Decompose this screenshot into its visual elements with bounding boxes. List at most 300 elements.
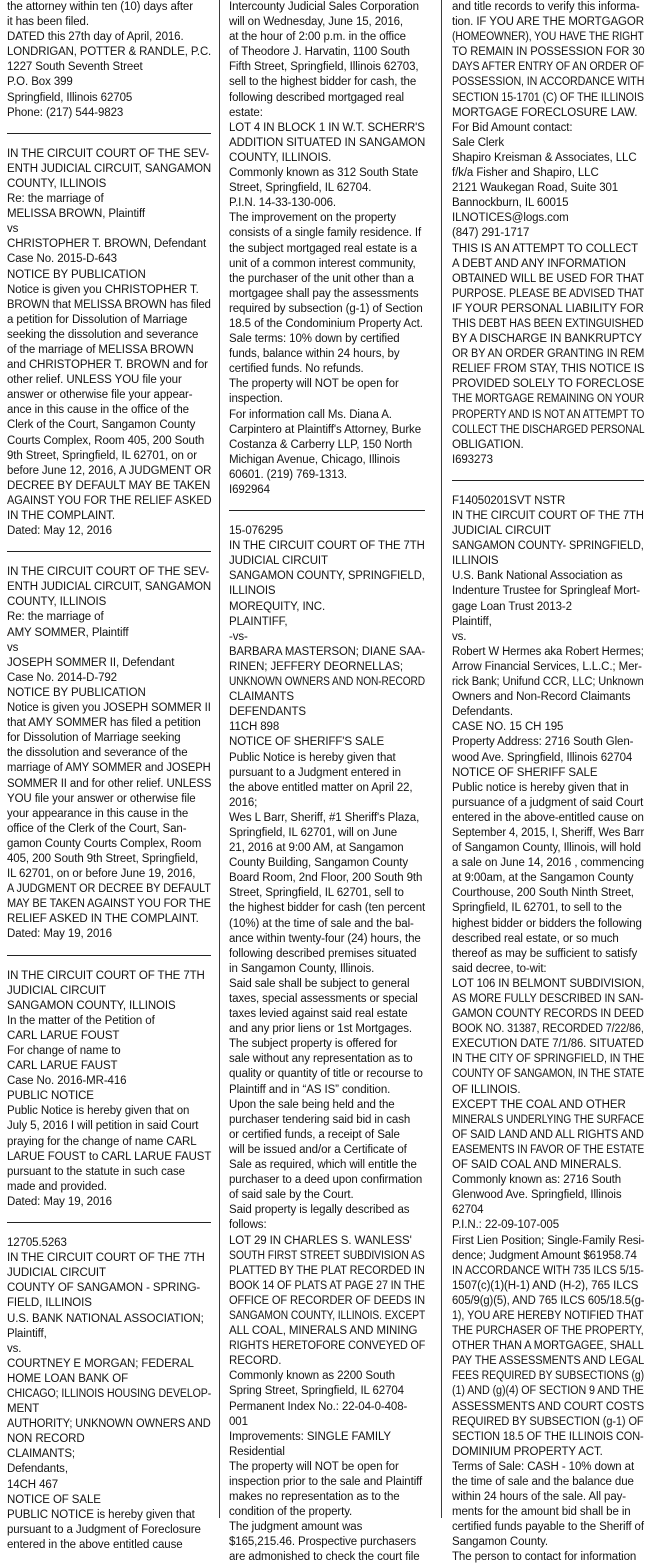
notice-line: Clerk of the Court, Sangamon County	[7, 419, 196, 432]
notice-line: THE MORTGAGE REMAINING ON YOUR	[452, 393, 645, 406]
notice-line: LONDRIGAN, POTTER & RANDLE, P.C.	[7, 46, 212, 59]
notice-line: For Bid Amount contact:	[452, 121, 573, 134]
notice-line: NOTICE BY PUBLICATION	[7, 268, 146, 281]
notice-line: Re: the marriage of	[7, 193, 104, 206]
notice-line: Carpintero at Plaintiff's Attorney, Burke	[229, 423, 421, 436]
notice-line: Street, Springfield, IL 62704.	[229, 182, 372, 195]
notice-line: COUNTY, ILLINOIS	[7, 177, 107, 190]
notice-line: the subject mortgaged real estate is a	[229, 242, 417, 255]
notice-separator	[452, 480, 644, 481]
notice-line: pursuance of a judgment of said Court	[452, 796, 644, 809]
notice-line: MENT	[7, 1403, 40, 1416]
notice-line: COLLECT THE DISCHARGED PERSONAL	[452, 423, 645, 436]
notice-line: THIS DEBT HAS BEEN EXTINGUISHED	[452, 317, 644, 330]
notice-line: 18.5 of the Condominium Property Act.	[229, 317, 423, 330]
notice-line: Street, Springfield, IL 62701, sell to	[229, 887, 404, 900]
notice-line: 001	[229, 1415, 248, 1428]
notice-line: For change of name to	[7, 1045, 121, 1057]
notice-line: answer or otherwise file your appear-	[7, 389, 193, 402]
notice-line: thereof as may be sufficient to satisfy	[452, 947, 638, 960]
notice-line: before June 12, 2016, A JUDGMENT OR	[7, 464, 212, 477]
notice-line: BOOK 14 OF PLATS AT PAGE 27 IN THE	[229, 1279, 425, 1292]
notice-line: County Building, Sangamon County	[229, 857, 408, 870]
notice-line: Sale Clerk	[452, 136, 505, 149]
notice-line: OFFICE OF RECORDER OF DEEDS IN	[229, 1294, 426, 1307]
notice-line: of the marriage of MELISSA BROWN	[7, 343, 194, 356]
notice-line: The property will NOT be open for	[229, 378, 399, 391]
notice-line: JUDICIAL CIRCUIT	[7, 1267, 106, 1280]
notice-line: The property will NOT be open for	[229, 1460, 399, 1473]
notice-line: Shapiro Kreisman & Associates, LLC	[452, 151, 637, 164]
notice-line: ILLINOIS	[452, 555, 499, 568]
notice-line: Costanza & Carberry LLP, 150 North	[229, 438, 413, 451]
notice-line: Sangamon County.	[452, 1536, 548, 1549]
notice-line: Case No. 2015-D-643	[7, 253, 117, 266]
notice-line: AUTHORITY; UNKNOWN OWNERS AND	[7, 1418, 211, 1431]
notice-line: A DEBT AND ANY INFORMATION	[452, 257, 626, 270]
notice-line: OF ILLINOIS.	[452, 1083, 521, 1096]
notice-line: Case No. 2014-D-792	[7, 671, 117, 684]
notice-line: (847) 291-1717	[452, 227, 530, 240]
notice-line: P.I.N.: 22-09-107-005	[452, 1219, 560, 1232]
notice-line: PROPERTY AND IS NOT AN ATTEMPT TO	[452, 408, 645, 421]
notice-line: FEES REQUIRED BY SUBSECTIONS (g)	[452, 1370, 645, 1383]
notice-line: pursuant to a Judgment entered in	[229, 766, 401, 779]
notice-line: CLAIMANTS;	[7, 1448, 76, 1461]
notice-line: JUDICIAL CIRCUIT	[229, 555, 328, 568]
notice-line: NOTICE OF SHERIFF SALE	[452, 766, 598, 779]
notice-line: TO REMAIN IN POSSESSION FOR 30	[452, 46, 645, 59]
notice-line: praying for the change of name CARL	[7, 1135, 197, 1148]
notice-line: Property Address: 2716 South Glen-	[452, 736, 634, 749]
notice-line: the purchaser of the unit other than a	[229, 272, 414, 285]
notice-line: ENTH JUDICIAL CIRCUIT, SANGAMON	[7, 581, 212, 594]
notice-line: described real estate, or so much	[452, 932, 619, 945]
notice-line: Springfield, IL 62701, to sell to the	[452, 902, 622, 915]
notice-line: ance within twenty-four (24) hours, the	[229, 932, 421, 945]
notice-line: (10%) at the time of sale and the bal-	[229, 917, 414, 930]
notice-line: your appearance in this cause in the	[7, 807, 189, 820]
notice-line: for Dissolution of Marriage seeking	[7, 732, 181, 745]
notice-line: office of the Clerk of the Court, San-	[7, 822, 187, 835]
notice-line: Permanent Index No.: 22-04-0-408-	[229, 1400, 408, 1413]
notice-line: OR BY AN ORDER GRANTING IN REM	[452, 348, 645, 361]
notice-line: GAMON COUNTY RECORDS IN DEED	[452, 1008, 644, 1021]
notice-line: AS MORE FULLY DESCRIBED IN SAN-	[452, 993, 644, 1005]
notice-line: 11CH 898	[229, 721, 280, 734]
notice-line: Dated: May 12, 2016	[7, 525, 112, 538]
column-2	[229, 0, 426, 1564]
notice-line: within 24 hours of the sale. All pay-	[452, 1491, 627, 1504]
notice-line: YOU file your answer or otherwise file	[7, 792, 196, 805]
column-divider-1	[219, 0, 220, 1518]
notice-line: IF YOUR PERSONAL LIABILITY FOR	[452, 302, 644, 315]
notice-line: LOT 106 IN BELMONT SUBDIVISION,	[452, 977, 645, 990]
notice-line: -vs-	[229, 630, 248, 643]
notice-line: EASEMENTS IN FAVOR OF THE ESTATE	[452, 1143, 645, 1156]
notice-line: Sale terms: 10% down by certified	[229, 333, 400, 346]
notice-line: and CHRISTOPHER T. BROWN and for	[7, 359, 208, 372]
notice-line: Intercounty Judicial Sales Corporation	[229, 1, 419, 13]
notice-line: Plaintiff and in “AS IS” condition.	[229, 1083, 391, 1096]
notice-line: NOTICE OF SALE	[7, 1493, 101, 1506]
notice-line: ILNOTICES@logs.com	[452, 212, 569, 225]
notice-line: RELIEF FROM STAY, THIS NOTICE IS	[452, 363, 645, 376]
notice-line: BARBARA MASTERSON; DIANE SAA-	[229, 645, 426, 658]
notice-line: ments for the amount bid shall be in	[452, 1506, 631, 1519]
notice-line: PURPOSE. PLEASE BE ADVISED THAT	[452, 287, 645, 300]
notice-line: following described mortgaged real	[229, 91, 404, 104]
notice-line: Courts Complex, Room 405, 200 South	[7, 434, 205, 447]
notice-line: THIS IS AN ATTEMPT TO COLLECT	[452, 242, 639, 255]
notice-line: DAYS AFTER ENTRY OF AN ORDER OF	[452, 61, 644, 74]
notice-line: funds, balance within 24 hours, by	[229, 348, 400, 361]
notice-line: Terms of Sale: CASH - 10% down at	[452, 1460, 635, 1473]
notice-line: 15-076295	[229, 525, 284, 538]
notice-line: FIELD, ILLINOIS	[7, 1297, 92, 1310]
notice-line: consists of a single family residence. If	[229, 227, 422, 240]
notice-line: taxes levied against said real estate	[229, 1008, 408, 1021]
notice-line: ance in this cause in the office of the	[7, 404, 189, 417]
notice-line: (1) AND (g)(4) OF SECTION 9 AND THE	[452, 1385, 644, 1398]
notice-line: For information call Ms. Diana A.	[229, 408, 392, 421]
notice-line: vs.	[452, 630, 467, 643]
notice-line: RIGHTS HERETOFORE CONVEYED OF	[229, 1340, 426, 1353]
notice-line: (HOMEOWNER), YOU HAVE THE RIGHT	[452, 31, 644, 44]
notice-line: OBTAINED WILL BE USED FOR THAT	[452, 272, 644, 285]
notice-line: PUBLIC NOTICE is hereby given that	[7, 1508, 195, 1521]
notice-line: JOSEPH SOMMER II, Defendant	[7, 656, 175, 669]
notice-line: 605/9(g)(5), AND 765 ILCS 605/18.5(g-	[452, 1294, 645, 1307]
notice-line: NOTICE BY PUBLICATION	[7, 686, 146, 699]
notice-line: the highest bidder for cash (ten percent	[229, 902, 426, 915]
notice-line: RELIEF ASKED IN THE COMPLAINT.	[7, 913, 199, 926]
notice-line: mortgagee shall pay the assessments	[229, 287, 419, 300]
notice-line: Notice is given you JOSEPH SOMMER II	[7, 702, 211, 715]
notice-line: of Sangamon County, Illinois, will hold	[452, 842, 641, 855]
notice-line: follows:	[229, 1219, 267, 1232]
notice-line: Indenture Trustee for Springleaf Mort-	[452, 585, 640, 598]
notice-line: purchaser to a deed upon confirmation	[229, 1174, 423, 1187]
legal-notice	[452, 494, 644, 1566]
notice-line: a sale on June 14, 2016 , commencing	[452, 857, 645, 870]
notice-line: estate:	[229, 106, 263, 119]
notice-line: 1), YOU ARE HEREBY NOTIFIED THAT	[452, 1309, 644, 1322]
notice-line: 14CH 467	[7, 1478, 58, 1491]
notice-line: July 5, 2016 I will petition in said Court	[7, 1120, 199, 1133]
notice-line: UNKNOWN OWNERS AND NON-RECORD	[229, 676, 426, 689]
notice-line: I693273	[452, 453, 493, 466]
notice-line: vs	[7, 641, 19, 654]
notice-line: of Theodore J. Harvatin, 1100 South	[229, 46, 410, 59]
notice-line: Courthouse, 200 South Ninth Street,	[452, 887, 634, 900]
notice-line: certified funds payable to the Sheriff of	[452, 1521, 644, 1534]
notice-line: pursuant to the statute in such case	[7, 1165, 185, 1178]
notice-line: MELISSA BROWN, Plaintiff	[7, 208, 145, 221]
notice-line: MOREQUITY, INC.	[229, 600, 326, 613]
notice-line: 9th Street, Springfield, IL 62701, on or	[7, 449, 197, 462]
notice-separator	[7, 1222, 211, 1223]
notice-line: inspection prior to the sale and Plaintiff	[229, 1476, 423, 1488]
notice-line: SANGAMON COUNTY, ILLINOIS	[7, 999, 176, 1012]
notice-line: Defendants.	[452, 706, 513, 719]
notice-line: OBLIGATION.	[452, 438, 524, 451]
column-divider-2	[441, 0, 442, 1518]
notice-line: NON RECORD	[7, 1433, 85, 1446]
notice-line: IN THE CITY OF SPRINGFIELD, IN THE	[452, 1053, 645, 1066]
notice-line: CHICAGO; ILLINOIS HOUSING DEVELOP-	[7, 1387, 212, 1400]
notice-line: COUNTY OF SANGAMON - SPRING-	[7, 1282, 201, 1295]
notice-line: at the hour of 2:00 p.m. in the office	[229, 31, 406, 44]
notice-line: certified funds. No refunds.	[229, 363, 364, 376]
notice-line: PUBLIC NOTICE	[7, 1090, 94, 1103]
notice-line: NOTICE OF SHERIFF'S SALE	[229, 736, 385, 749]
notice-line: The improvement on the property	[229, 212, 396, 225]
notice-line: JUDICIAL CIRCUIT	[452, 525, 551, 538]
notice-separator	[229, 510, 425, 511]
notice-line: OF SAID LAND AND ALL RIGHTS AND	[452, 1128, 644, 1141]
notice-line: F14050201SVT NSTR	[452, 494, 566, 507]
notice-line: in Sangamon County, Illinois.	[229, 962, 375, 975]
notice-line: MINERALS UNDERLYING THE SURFACE	[452, 1113, 644, 1126]
notice-line: f/k/a Fisher and Shapiro, LLC	[452, 167, 599, 180]
notice-line: the attorney within ten (10) days after	[7, 1, 193, 13]
notice-line: it has been filed.	[7, 16, 89, 29]
notice-line: IN THE CIRCUIT COURT OF THE SEV-	[7, 147, 210, 160]
legal-notice	[229, 0, 425, 498]
notice-line: IL 62701, on or before June 19, 2016,	[7, 868, 196, 881]
notice-line: IN THE CIRCUIT COURT OF THE 7TH	[7, 1252, 205, 1265]
notice-line: P.O. Box 399	[7, 76, 73, 89]
notice-line: POSSESSION, IN ACCORDANCE WITH	[452, 76, 645, 89]
notice-line: PLATTED BY THE PLAT RECORDED IN	[229, 1264, 425, 1277]
notice-line: will on Wednesday, June 15, 2016,	[229, 16, 404, 29]
notice-line: Phone: (217) 544-9823	[7, 106, 124, 119]
notice-line: Springfield, Illinois 62705	[7, 91, 133, 104]
notice-line: 21, 2016 at 9:00 AM, at Sangamon	[229, 842, 404, 855]
notice-line: Michigan Avenue, Chicago, Illinois	[229, 453, 400, 466]
notice-line: CASE NO. 15 CH 195	[452, 721, 564, 734]
notice-line: the time of sale and the balance due	[452, 1476, 634, 1488]
notice-separator	[7, 955, 211, 956]
notice-line: LOT 4 IN BLOCK 1 IN W.T. SCHERR'S	[229, 121, 425, 134]
notice-line: IN ACCORDANCE WITH 735 ILCS 5/15-	[452, 1264, 644, 1277]
notice-line: BROWN that MELISSA BROWN has filed	[7, 298, 211, 311]
notice-line: Public Notice is hereby given that on	[7, 1105, 190, 1118]
notice-line: SANGAMON COUNTY- SPRINGFIELD,	[452, 540, 644, 553]
notice-line: BOOK NO. 31387, RECORDED 7/22/86,	[452, 1023, 644, 1036]
notice-line: Defendants,	[7, 1463, 68, 1476]
notice-line: DECREE BY DEFAULT MAY BE TAKEN	[7, 479, 211, 492]
notice-line: September 4, 2015, I, Sheriff, Wes Barr	[452, 826, 645, 839]
notice-line: other relief. UNLESS YOU file your	[7, 374, 182, 387]
notice-line: Said property is legally described as	[229, 1204, 410, 1217]
notice-line: PROVIDED SOLELY TO FORECLOSE	[452, 378, 645, 391]
notice-line: I692964	[229, 484, 270, 496]
notice-line: SOUTH FIRST STREET SUBDIVISION AS	[229, 1249, 425, 1262]
notice-line: Case No. 2016-MR-416	[7, 1075, 127, 1088]
notice-line: condition of the property.	[229, 1506, 353, 1519]
notice-line: IN THE CIRCUIT COURT OF THE SEV-	[7, 566, 210, 579]
notice-line: IN THE CIRCUIT COURT OF THE 7TH	[7, 969, 205, 982]
notice-separator	[7, 133, 211, 134]
notice-line: OTHER THAN A MORTGAGEE, SHALL	[452, 1340, 644, 1353]
notice-line: THE PURCHASER OF THE PROPERTY,	[452, 1325, 644, 1338]
column-3	[452, 0, 645, 1564]
notice-line: makes no representation as to the	[229, 1491, 400, 1504]
notice-line: entered in the above-entitled cause on	[452, 811, 644, 824]
notice-line: LARUE FOUST to CARL LARUE FAUST	[7, 1150, 212, 1163]
notice-line: P.I.N. 14-33-130-006.	[229, 197, 337, 210]
notice-line: pursuant to a Judgment of Foreclosure	[7, 1523, 201, 1536]
notice-line: MAY BE TAKEN AGAINST YOU FOR THE	[7, 898, 211, 911]
notice-line: the dissolution and severance of the	[7, 747, 188, 760]
notice-line: Wes L Barr, Sheriff, #1 Sheriff's Plaza,	[229, 811, 420, 824]
notice-line: SECTION 18.5 OF THE ILLINOIS CON-	[452, 1430, 644, 1443]
notice-line: ASSESSMENTS AND COURT COSTS	[452, 1400, 644, 1413]
notice-line: Improvements: SINGLE FAMILY	[229, 1430, 391, 1443]
notice-line: AMY SOMMER, Plaintiff	[7, 626, 129, 639]
notice-line: First Lien Position; Single-Family Resi-	[452, 1234, 645, 1247]
notice-line: Notice is given you CHRISTOPHER T.	[7, 283, 199, 296]
legal-notice	[7, 147, 211, 539]
notice-line: a petition for Dissolution of Marriage	[7, 313, 188, 326]
notice-line: that AMY SOMMER has filed a petition	[7, 717, 201, 730]
notice-line: OF SAID COAL AND MINERALS.	[452, 1159, 622, 1172]
notice-line: U.S. BANK NATIONAL ASSOCIATION;	[7, 1312, 204, 1325]
notice-line: marriage of AMY SOMMER and JOSEPH	[7, 762, 211, 775]
notice-line: Commonly known as 312 South State	[229, 167, 419, 180]
notice-line: Bannockburn, IL 60015	[452, 197, 569, 210]
notice-line: 62704	[452, 1204, 484, 1217]
notice-line: quality or quantity of title or recourse to	[229, 1068, 423, 1081]
notice-line: Spring Street, Springfield, IL 62704	[229, 1385, 404, 1398]
notice-line: DATED this 27th day of April, 2016.	[7, 31, 184, 44]
notice-line: U.S. Bank National Association as	[452, 570, 623, 583]
notice-line: at 9:00am, at the Sangamon County	[452, 872, 634, 885]
notice-line: The judgment amount was	[229, 1521, 363, 1534]
notice-line: DEFENDANTS	[229, 706, 306, 719]
notice-line: In the matter of the Petition of	[7, 1014, 155, 1027]
notice-line: AGAINST YOU FOR THE RELIEF ASKED	[7, 494, 212, 507]
notice-line: DOMINIUM PROPERTY ACT.	[452, 1445, 603, 1458]
legal-notice	[7, 0, 211, 121]
notice-line: gage Loan Trust 2013-2	[452, 600, 572, 613]
notice-line: dence; Judgment Amount $61958.74	[452, 1249, 637, 1262]
notice-line: vs	[7, 223, 19, 236]
notice-line: following described premises situated	[229, 947, 417, 960]
notice-line: The subject property is offered for	[229, 1038, 398, 1051]
notice-line: entered in the above entitled cause	[7, 1538, 183, 1551]
notice-line: required by subsection (g-1) of Section	[229, 302, 423, 315]
column-1	[7, 0, 212, 1551]
notice-line: and any prior liens or 1st Mortgages.	[229, 1023, 412, 1036]
notice-line: EXECUTION DATE 7/1/86. SITUATED	[452, 1038, 644, 1051]
notice-line: SANGAMON COUNTY, ILLINOIS. EXCEPT	[229, 1309, 426, 1322]
notice-line: ENTH JUDICIAL CIRCUIT, SANGAMON	[7, 162, 212, 175]
notice-line: are admonished to check the court file	[229, 1551, 420, 1564]
notice-line: said decree, to-wit:	[452, 962, 547, 975]
notice-line: JUDICIAL CIRCUIT	[7, 984, 106, 997]
notice-line: taxes, special assessments or special	[229, 993, 418, 1005]
notice-line: unit of a common interest community,	[229, 257, 416, 270]
notice-line: Dated: May 19, 2016	[7, 1195, 112, 1208]
notice-line: Said sale shall be subject to general	[229, 977, 410, 990]
notice-line: COURTNEY E MORGAN; FEDERAL	[7, 1357, 194, 1370]
notice-line: ALL COAL, MINERALS AND MINING	[229, 1325, 418, 1338]
notice-line: IN THE COMPLAINT.	[7, 510, 115, 522]
notice-line: CARL LARUE FOUST	[7, 1029, 120, 1042]
notice-line: Re: the marriage of	[7, 611, 104, 624]
notice-line: RINEN; JEFFERY DEORNELLAS;	[229, 660, 403, 673]
legal-notice	[452, 0, 644, 468]
notice-line: Fifth Street, Springfield, Illinois 62703,	[229, 61, 419, 74]
notice-line: CLAIMANTS	[229, 691, 294, 704]
notice-line: 60601. (219) 769-1313.	[229, 468, 348, 481]
notice-line: MORTGAGE FORECLOSURE LAW.	[452, 106, 638, 119]
notice-line: sale without any representation as to	[229, 1053, 413, 1066]
notice-line: BY A DISCHARGE IN BANKRUPTCY	[452, 333, 642, 346]
notice-line: SECTION 15-1701 (C) OF THE ILLINOIS	[452, 91, 644, 104]
notice-line: 1227 South Seventh Street	[7, 61, 143, 74]
notice-line: SOMMER II and for other relief. UNLESS	[7, 777, 212, 790]
notice-line: or certified funds, a receipt of Sale	[229, 1128, 400, 1141]
notice-line: SANGAMON COUNTY, SPRINGFIELD,	[229, 570, 425, 583]
notice-line: IN THE CIRCUIT COURT OF THE 7TH	[452, 510, 644, 522]
notice-line: purchaser tendering said bid in cash	[229, 1113, 411, 1126]
notice-line: Dated: May 19, 2016	[7, 928, 112, 941]
notice-line: wood Ave. Springfield, Illinois 62704	[452, 751, 633, 764]
notice-separator	[7, 551, 211, 552]
notice-line: LOT 29 IN CHARLES S. WANLESS'	[229, 1234, 412, 1247]
notice-line: IN THE CIRCUIT COURT OF THE 7TH	[229, 540, 425, 553]
notice-line: Public Notice is hereby given that	[229, 751, 396, 764]
notice-line: made and provided.	[7, 1180, 107, 1193]
notice-line: ADDITION SITUATED IN SANGAMON	[229, 136, 426, 149]
notice-line: EXCEPT THE COAL AND OTHER	[452, 1098, 626, 1111]
notice-line: 2016;	[229, 796, 258, 809]
notice-line: Sale as required, which will entitle the	[229, 1159, 417, 1172]
notice-line: ILLINOIS	[229, 585, 276, 598]
notice-line: Board Room, 2nd Floor, 200 South 9th	[229, 872, 423, 885]
notice-line: the above entitled matter on April 22,	[229, 781, 413, 794]
legal-notice	[7, 565, 211, 942]
notice-line: COUNTY, ILLINOIS	[7, 596, 107, 609]
notice-line: A JUDGMENT OR DECREE BY DEFAULT	[7, 883, 211, 896]
notice-line: Owners and Non-Record Claimants	[452, 691, 631, 704]
notice-line: Arrow Financial Services, L.L.C.; Mer-	[452, 660, 642, 673]
legal-notice	[229, 524, 425, 1565]
notice-line: of said sale by the Court.	[229, 1189, 354, 1202]
notice-line: COUNTY OF SANGAMON, IN THE STATE	[452, 1068, 645, 1081]
notice-line: rick Bank; Unifund CCR, LLC; Unknown	[452, 676, 644, 689]
notice-line: Residential	[229, 1445, 285, 1458]
notice-line: Springfield, IL 62701, will on June	[229, 826, 398, 839]
notice-line: COUNTY, ILLINOIS.	[229, 151, 332, 164]
notice-line: 405, 200 South 9th Street, Springfield,	[7, 852, 199, 865]
notice-line: vs.	[7, 1342, 22, 1355]
legal-notice	[7, 969, 211, 1211]
notice-line: CARL LARUE FAUST	[7, 1060, 118, 1073]
notice-line: The person to contact for information	[452, 1551, 637, 1564]
notice-line: Commonly known as 2200 South	[229, 1370, 395, 1383]
notice-line: Commonly known as: 2716 South	[452, 1174, 622, 1187]
notice-line: CHRISTOPHER T. BROWN, Defendant	[7, 238, 207, 251]
notice-line: Plaintiff,	[7, 1327, 47, 1340]
notice-line: RECORD.	[229, 1355, 282, 1368]
notice-line: tion. IF YOU ARE THE MORTGAGOR	[452, 16, 644, 29]
notice-line: PAY THE ASSESSMENTS AND LEGAL	[452, 1355, 645, 1368]
